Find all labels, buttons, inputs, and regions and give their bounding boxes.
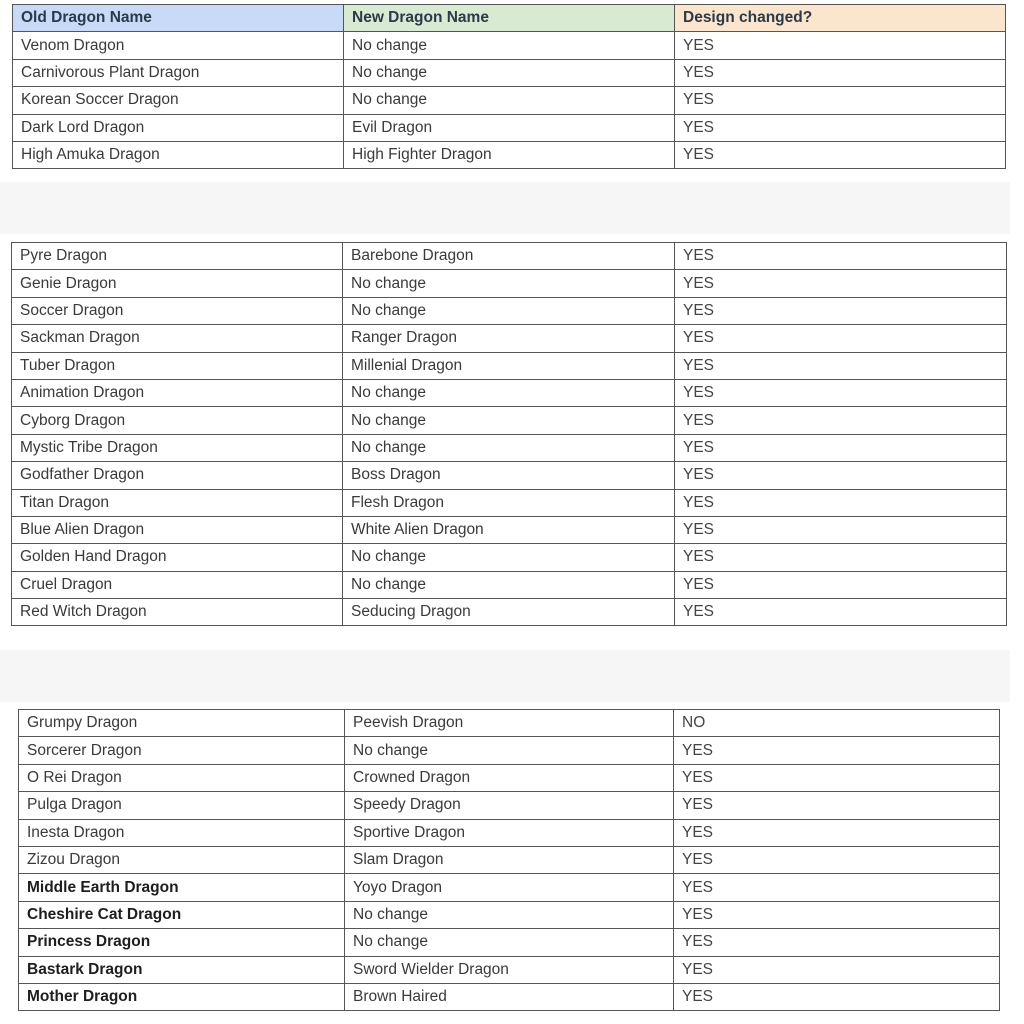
design-changed-cell: YES [675, 243, 1007, 270]
old-dragon-name-cell: Cheshire Cat Dragon [19, 901, 345, 928]
new-dragon-name-cell: Seducing Dragon [343, 599, 675, 626]
new-dragon-name-cell: No change [343, 544, 675, 571]
design-changed-cell: YES [675, 352, 1007, 379]
table-row [12, 270, 1007, 297]
table-row [19, 983, 1000, 1010]
table-row [19, 929, 1000, 956]
new-dragon-name-cell: Ranger Dragon [343, 325, 675, 352]
new-dragon-name-cell: No change [345, 901, 674, 928]
table-row [12, 599, 1007, 626]
design-changed-cell: YES [675, 407, 1007, 434]
table-row [13, 59, 1006, 86]
new-dragon-name-cell: Boss Dragon [343, 462, 675, 489]
table-row [19, 956, 1000, 983]
design-changed-cell: YES [675, 114, 1006, 141]
old-dragon-name-cell: Grumpy Dragon [19, 710, 345, 737]
table-row [19, 901, 1000, 928]
design-changed-cell: YES [675, 599, 1007, 626]
old-dragon-name-cell: Inesta Dragon [19, 819, 345, 846]
design-changed-cell: YES [675, 270, 1007, 297]
old-dragon-name-cell: Mother Dragon [19, 983, 345, 1010]
table-body [13, 32, 1006, 169]
new-dragon-name-cell: No change [343, 297, 675, 324]
old-dragon-name-cell: Cyborg Dragon [12, 407, 343, 434]
old-dragon-name-cell: Dark Lord Dragon [13, 114, 344, 141]
table-row [19, 737, 1000, 764]
new-dragon-name-cell: No change [343, 270, 675, 297]
design-changed-cell: YES [674, 956, 1000, 983]
table-row [12, 544, 1007, 571]
table-row [13, 32, 1006, 59]
new-dragon-name-cell: Crowned Dragon [345, 764, 674, 791]
old-dragon-name-cell: Middle Earth Dragon [19, 874, 345, 901]
table-row [12, 379, 1007, 406]
table-row [12, 352, 1007, 379]
table-body [19, 710, 1000, 1011]
new-dragon-name-cell: White Alien Dragon [343, 516, 675, 543]
design-changed-cell: YES [674, 983, 1000, 1010]
table-row [19, 792, 1000, 819]
old-dragon-name-cell: Mystic Tribe Dragon [12, 434, 343, 461]
old-dragon-name-cell: Pulga Dragon [19, 792, 345, 819]
old-dragon-name-cell: Sackman Dragon [12, 325, 343, 352]
new-dragon-name-cell: No change [343, 407, 675, 434]
section-gap [0, 650, 1010, 702]
table-row [12, 516, 1007, 543]
table-row [12, 325, 1007, 352]
old-dragon-name-cell: Bastark Dragon [19, 956, 345, 983]
new-dragon-name-cell: High Fighter Dragon [344, 141, 675, 168]
design-changed-cell: NO [674, 710, 1000, 737]
new-dragon-name-cell: No change [343, 571, 675, 598]
new-dragon-name-cell: Yoyo Dragon [345, 874, 674, 901]
old-dragon-name-cell: Zizou Dragon [19, 846, 345, 873]
design-changed-cell: YES [674, 819, 1000, 846]
design-changed-cell: YES [675, 489, 1007, 516]
design-changed-cell: YES [675, 462, 1007, 489]
design-changed-cell: YES [675, 379, 1007, 406]
design-changed-cell: YES [675, 141, 1006, 168]
design-changed-cell: YES [675, 544, 1007, 571]
table-row [12, 434, 1007, 461]
header-design-changed: Design changed? [675, 5, 1006, 32]
new-dragon-name-cell: No change [345, 929, 674, 956]
table-row [12, 243, 1007, 270]
table-row [12, 571, 1007, 598]
new-dragon-name-cell: No change [344, 59, 675, 86]
old-dragon-name-cell: Tuber Dragon [12, 352, 343, 379]
design-changed-cell: YES [674, 901, 1000, 928]
design-changed-cell: YES [675, 59, 1006, 86]
table-row [19, 710, 1000, 737]
new-dragon-name-cell: Barebone Dragon [343, 243, 675, 270]
old-dragon-name-cell: Godfather Dragon [12, 462, 343, 489]
old-dragon-name-cell: Animation Dragon [12, 379, 343, 406]
old-dragon-name-cell: Soccer Dragon [12, 297, 343, 324]
table-row [12, 297, 1007, 324]
old-dragon-name-cell: Venom Dragon [13, 32, 344, 59]
new-dragon-name-cell: Evil Dragon [344, 114, 675, 141]
old-dragon-name-cell: Korean Soccer Dragon [13, 87, 344, 114]
table-row [13, 141, 1006, 168]
old-dragon-name-cell: Red Witch Dragon [12, 599, 343, 626]
old-dragon-name-cell: Blue Alien Dragon [12, 516, 343, 543]
design-changed-cell: YES [674, 846, 1000, 873]
header-new-dragon-name: New Dragon Name [344, 5, 675, 32]
design-changed-cell: YES [674, 737, 1000, 764]
new-dragon-name-cell: No change [345, 737, 674, 764]
design-changed-cell: YES [675, 434, 1007, 461]
table-body [12, 243, 1007, 626]
design-changed-cell: YES [674, 929, 1000, 956]
old-dragon-name-cell: High Amuka Dragon [13, 141, 344, 168]
old-dragon-name-cell: Cruel Dragon [12, 571, 343, 598]
table-row [12, 489, 1007, 516]
old-dragon-name-cell: Genie Dragon [12, 270, 343, 297]
old-dragon-name-cell: Pyre Dragon [12, 243, 343, 270]
table-row [12, 462, 1007, 489]
new-dragon-name-cell: Millenial Dragon [343, 352, 675, 379]
table-header-row [13, 5, 1006, 32]
design-changed-cell: YES [674, 764, 1000, 791]
table-row [19, 846, 1000, 873]
section-gap [0, 182, 1010, 234]
new-dragon-name-cell: Speedy Dragon [345, 792, 674, 819]
design-changed-cell: YES [675, 87, 1006, 114]
table-row [13, 87, 1006, 114]
new-dragon-name-cell: Sportive Dragon [345, 819, 674, 846]
header-old-dragon-name: Old Dragon Name [13, 5, 344, 32]
dragon-rename-table-1 [12, 4, 1006, 169]
design-changed-cell: YES [675, 571, 1007, 598]
new-dragon-name-cell: Brown Haired [345, 983, 674, 1010]
new-dragon-name-cell: No change [344, 32, 675, 59]
design-changed-cell: YES [674, 874, 1000, 901]
new-dragon-name-cell: Slam Dragon [345, 846, 674, 873]
new-dragon-name-cell: Peevish Dragon [345, 710, 674, 737]
new-dragon-name-cell: No change [344, 87, 675, 114]
old-dragon-name-cell: Titan Dragon [12, 489, 343, 516]
design-changed-cell: YES [675, 297, 1007, 324]
new-dragon-name-cell: No change [343, 434, 675, 461]
table-row [13, 114, 1006, 141]
old-dragon-name-cell: Princess Dragon [19, 929, 345, 956]
new-dragon-name-cell: Sword Wielder Dragon [345, 956, 674, 983]
table-row [19, 764, 1000, 791]
design-changed-cell: YES [675, 32, 1006, 59]
table-row [19, 819, 1000, 846]
old-dragon-name-cell: Sorcerer Dragon [19, 737, 345, 764]
old-dragon-name-cell: Carnivorous Plant Dragon [13, 59, 344, 86]
table-row [12, 407, 1007, 434]
table-row [19, 874, 1000, 901]
design-changed-cell: YES [675, 325, 1007, 352]
design-changed-cell: YES [675, 516, 1007, 543]
old-dragon-name-cell: Golden Hand Dragon [12, 544, 343, 571]
design-changed-cell: YES [674, 792, 1000, 819]
dragon-rename-table-3 [18, 709, 1000, 1011]
new-dragon-name-cell: No change [343, 379, 675, 406]
dragon-rename-table-2 [11, 242, 1007, 626]
new-dragon-name-cell: Flesh Dragon [343, 489, 675, 516]
old-dragon-name-cell: O Rei Dragon [19, 764, 345, 791]
